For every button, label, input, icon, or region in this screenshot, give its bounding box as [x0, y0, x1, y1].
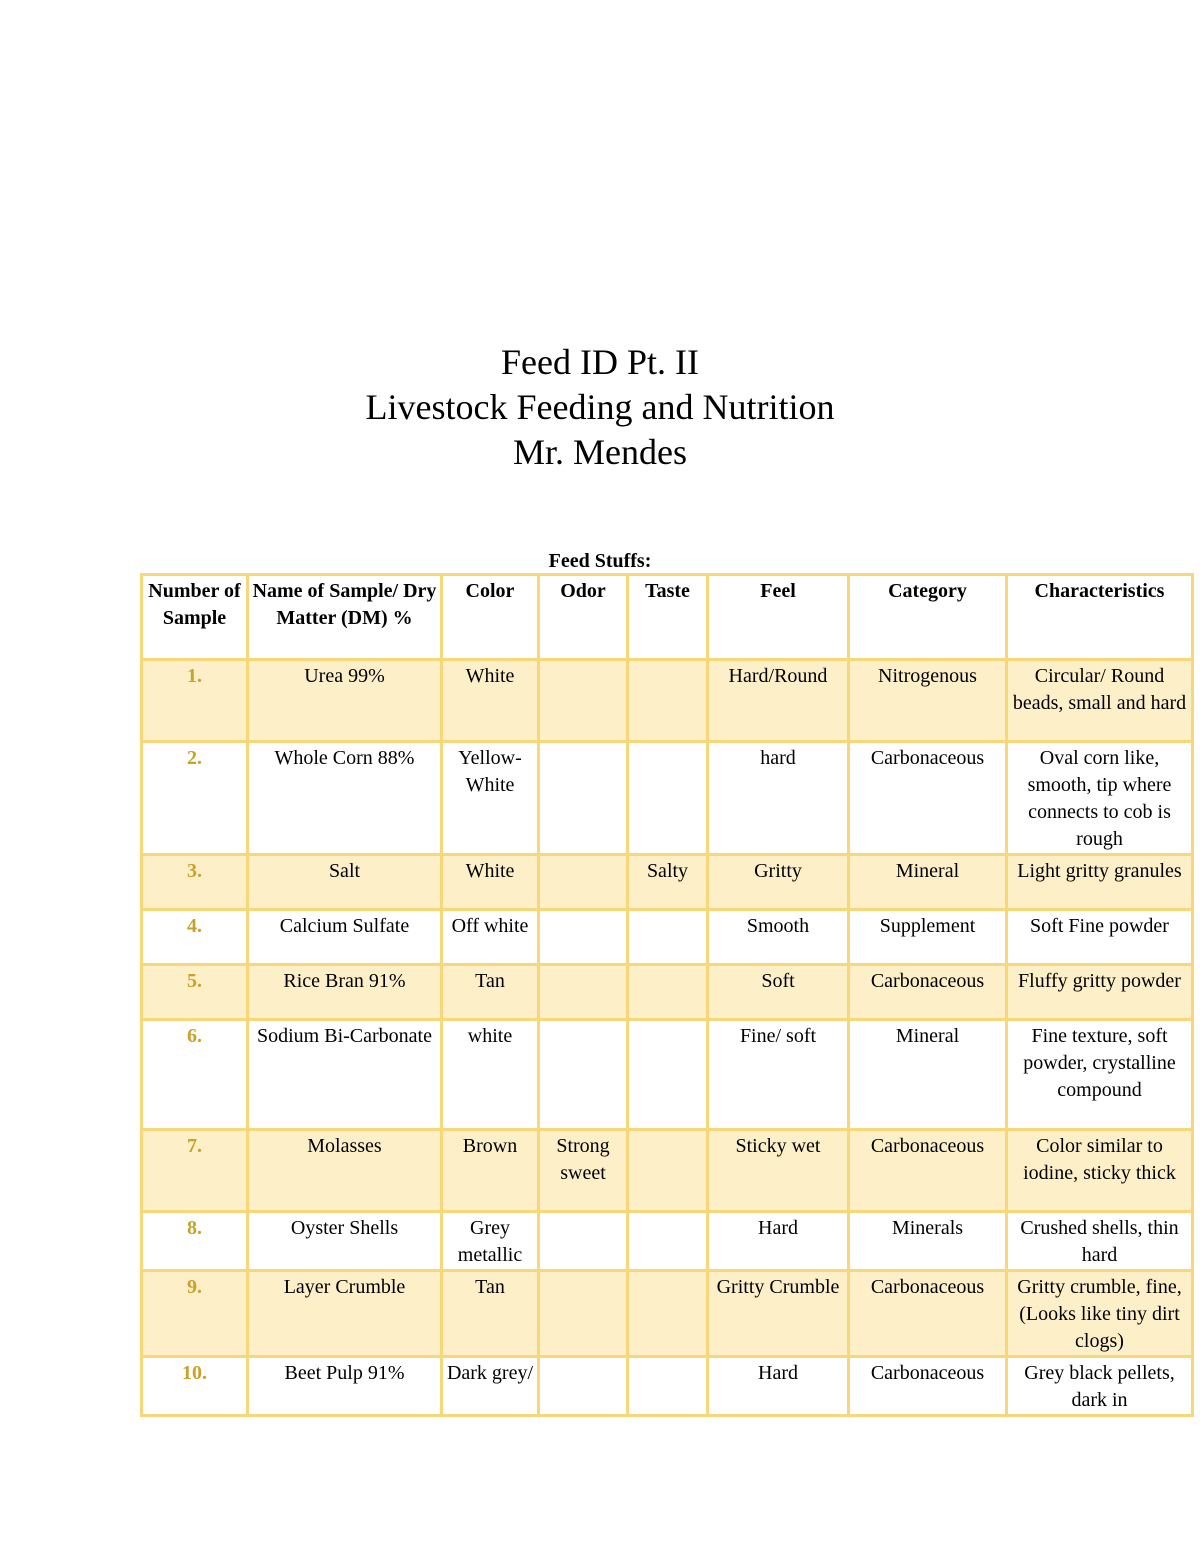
cell-odor [539, 855, 628, 910]
cell-color: Tan [442, 1271, 539, 1357]
cell-characteristics: Circular/ Round beads, small and hard [1007, 660, 1193, 742]
header-category: Category [849, 575, 1007, 660]
cell-color: white [442, 1020, 539, 1130]
cell-odor [539, 1020, 628, 1130]
cell-odor [539, 1357, 628, 1416]
cell-characteristics: Grey black pellets, dark in [1007, 1357, 1193, 1416]
cell-name: Molasses [248, 1130, 442, 1212]
cell-number: 7. [142, 1130, 248, 1212]
header-number: Number of Sample [142, 575, 248, 660]
table-row [142, 1020, 1193, 1130]
cell-color: Brown [442, 1130, 539, 1212]
document-title [0, 340, 1200, 475]
cell-feel: Hard [708, 1357, 849, 1416]
cell-category: Supplement [849, 910, 1007, 965]
cell-category: Carbonaceous [849, 1357, 1007, 1416]
table-row [142, 1357, 1193, 1416]
cell-number: 6. [142, 1020, 248, 1130]
cell-category: Carbonaceous [849, 742, 1007, 855]
cell-number: 3. [142, 855, 248, 910]
cell-name: Sodium Bi-Carbonate [248, 1020, 442, 1130]
cell-number: 10. [142, 1357, 248, 1416]
table-caption: Feed Stuffs: [548, 550, 652, 572]
cell-color: Dark grey/ [442, 1357, 539, 1416]
table-row [142, 965, 1193, 1020]
cell-taste [628, 660, 708, 742]
table-row [142, 1130, 1193, 1212]
cell-taste [628, 1130, 708, 1212]
cell-number: 5. [142, 965, 248, 1020]
table-row [142, 1271, 1193, 1357]
cell-characteristics: Gritty crumble, fine, (Looks like tiny dirt clogs) [1007, 1271, 1193, 1357]
cell-color: Grey metallic [442, 1212, 539, 1271]
cell-number: 2. [142, 742, 248, 855]
header-odor: Odor [539, 575, 628, 660]
cell-feel: Hard/Round [708, 660, 849, 742]
cell-taste [628, 1212, 708, 1271]
table-row [142, 855, 1193, 910]
cell-odor: Strong sweet [539, 1130, 628, 1212]
cell-characteristics: Light gritty granules [1007, 855, 1193, 910]
title-line-2: Livestock Feeding and Nutrition [365, 387, 835, 427]
cell-taste: Salty [628, 855, 708, 910]
cell-color: Yellow- White [442, 742, 539, 855]
table-row [142, 910, 1193, 965]
table-row [142, 660, 1193, 742]
cell-feel: Smooth [708, 910, 849, 965]
table-row [142, 742, 1193, 855]
cell-characteristics: Soft Fine powder [1007, 910, 1193, 965]
feed-stuffs-table [140, 573, 1194, 1417]
cell-feel: Hard [708, 1212, 849, 1271]
cell-name: Salt [248, 855, 442, 910]
cell-characteristics: Color similar to iodine, sticky thick [1007, 1130, 1193, 1212]
cell-category: Minerals [849, 1212, 1007, 1271]
table-header-row [142, 575, 1193, 660]
cell-characteristics: Fluffy gritty powder [1007, 965, 1193, 1020]
cell-taste [628, 910, 708, 965]
cell-feel: Soft [708, 965, 849, 1020]
header-name: Name of Sample/ Dry Matter (DM) % [248, 575, 442, 660]
cell-odor [539, 660, 628, 742]
cell-feel: Gritty [708, 855, 849, 910]
cell-odor [539, 910, 628, 965]
header-feel: Feel [708, 575, 849, 660]
cell-color: Tan [442, 965, 539, 1020]
cell-category: Mineral [849, 1020, 1007, 1130]
cell-name: Whole Corn 88% [248, 742, 442, 855]
cell-odor [539, 1212, 628, 1271]
cell-name: Beet Pulp 91% [248, 1357, 442, 1416]
cell-color: White [442, 660, 539, 742]
cell-characteristics: Fine texture, soft powder, crystalline compound [1007, 1020, 1193, 1130]
cell-name: Rice Bran 91% [248, 965, 442, 1020]
cell-name: Layer Crumble [248, 1271, 442, 1357]
cell-taste [628, 1271, 708, 1357]
cell-number: 8. [142, 1212, 248, 1271]
cell-number: 9. [142, 1271, 248, 1357]
title-line-3: Mr. Mendes [513, 432, 687, 472]
header-color: Color [442, 575, 539, 660]
cell-name: Calcium Sulfate [248, 910, 442, 965]
cell-taste [628, 1357, 708, 1416]
cell-color: Off white [442, 910, 539, 965]
header-taste: Taste [628, 575, 708, 660]
cell-taste [628, 742, 708, 855]
cell-name: Urea 99% [248, 660, 442, 742]
cell-characteristics: Oval corn like, smooth, tip where connects to cob is rough [1007, 742, 1193, 855]
cell-odor [539, 965, 628, 1020]
cell-odor [539, 1271, 628, 1357]
cell-number: 4. [142, 910, 248, 965]
cell-category: Mineral [849, 855, 1007, 910]
cell-taste [628, 1020, 708, 1130]
cell-color: White [442, 855, 539, 910]
cell-name: Oyster Shells [248, 1212, 442, 1271]
header-characteristics: Characteristics [1007, 575, 1193, 660]
cell-category: Carbonaceous [849, 965, 1007, 1020]
cell-feel: Sticky wet [708, 1130, 849, 1212]
cell-category: Nitrogenous [849, 660, 1007, 742]
cell-feel: Fine/ soft [708, 1020, 849, 1130]
cell-odor [539, 742, 628, 855]
cell-category: Carbonaceous [849, 1271, 1007, 1357]
title-line-1: Feed ID Pt. II [501, 342, 699, 382]
cell-feel: Gritty Crumble [708, 1271, 849, 1357]
cell-feel: hard [708, 742, 849, 855]
cell-number: 1. [142, 660, 248, 742]
cell-taste [628, 965, 708, 1020]
table-row [142, 1212, 1193, 1271]
cell-characteristics: Crushed shells, thin hard [1007, 1212, 1193, 1271]
cell-category: Carbonaceous [849, 1130, 1007, 1212]
